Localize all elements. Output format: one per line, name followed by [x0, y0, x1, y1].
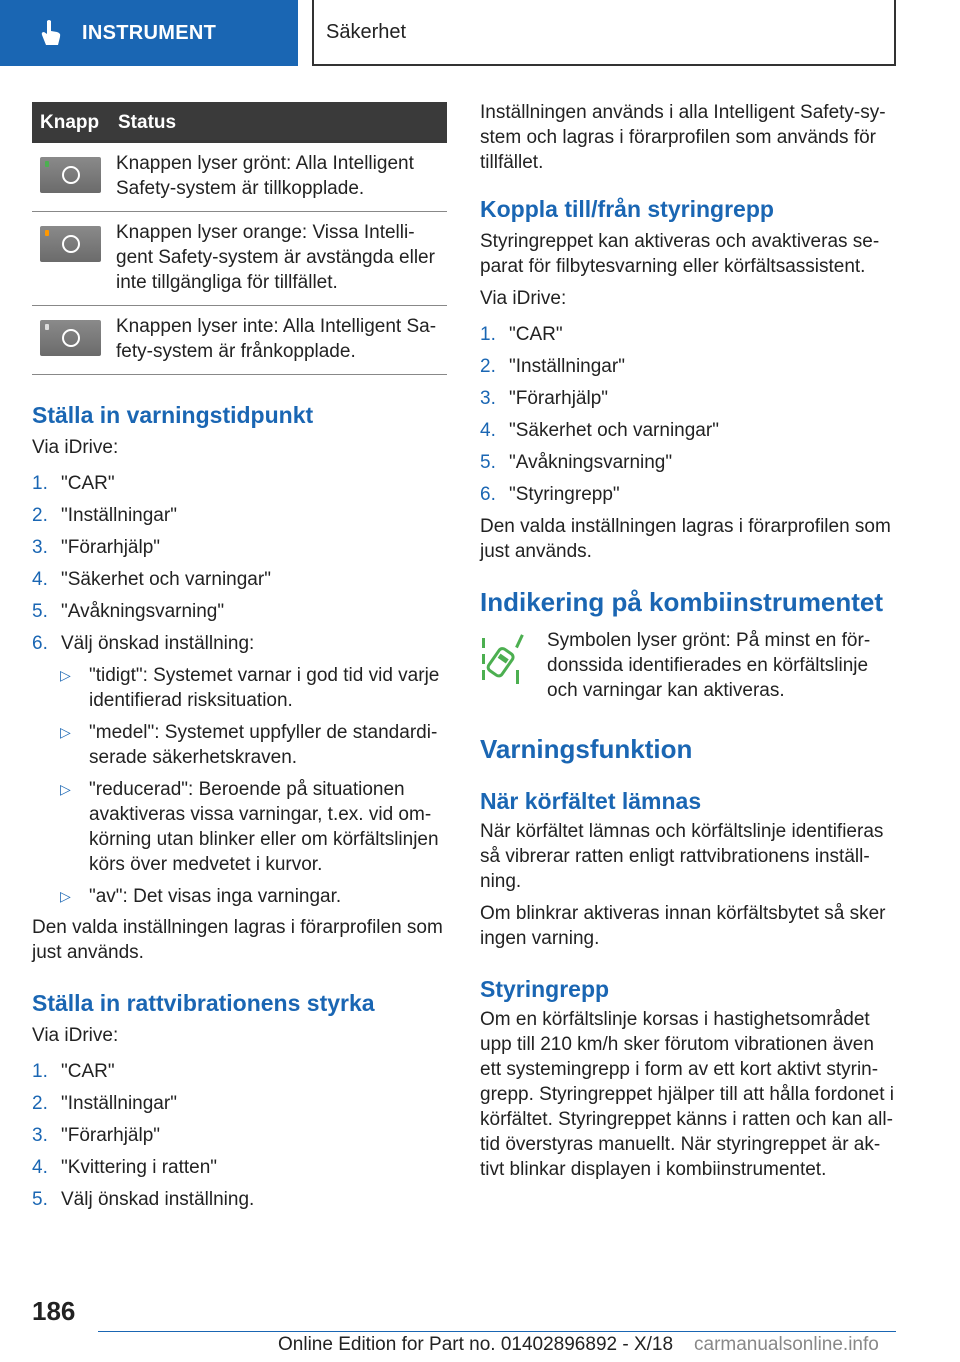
table-cell-status: Knappen lyser orange: Vissa Intelligent Safety-system är avstängda eller inte tillgängliga för tillfället.	[110, 212, 447, 306]
body-text: Den valda inställningen lagras i förarprofilen som just används.	[480, 516, 891, 562]
list-item: 3. "Förarhjälp"	[32, 1125, 161, 1146]
list-item: 6. Välj önskad inställning:	[32, 633, 255, 654]
footer-edition: Online Edition for Part no. 01402896892 - X/18	[278, 1334, 674, 1355]
list-item: ▷ "tidigt": Systemet varnar i god tid vid varje identifierad risksituation.	[32, 663, 447, 713]
steps-list	[32, 1059, 447, 1212]
list-item: 5. Välj önskad inställning.	[32, 1189, 255, 1210]
section-heading-indication: Indikering på kombiinstrumentet	[480, 587, 884, 617]
subsection-heading-steering: Styringrepp	[480, 976, 610, 1002]
status-table	[32, 102, 447, 375]
header-category: INSTRUMENT	[82, 21, 217, 44]
section-heading-vibration: Ställa in rattvibrationens styrka	[32, 990, 375, 1016]
list-item: 2. "Inställningar"	[32, 505, 177, 526]
triangle-bullet-icon: ▷	[60, 888, 71, 904]
via-idrive: Via iDrive:	[32, 1025, 119, 1046]
list-item: 5. "Avåkningsvarning"	[32, 601, 225, 622]
footer-divider	[98, 1331, 896, 1332]
list-item: 1. "CAR"	[32, 1061, 115, 1082]
steps-list	[480, 322, 896, 507]
section-heading-warning-function: Varningsfunktion	[480, 734, 693, 764]
list-item: 3. "Förarhjälp"	[32, 537, 161, 558]
steps-list	[32, 471, 447, 656]
triangle-bullet-icon: ▷	[60, 781, 71, 797]
via-idrive: Via iDrive:	[32, 437, 119, 458]
safety-button-icon	[40, 157, 101, 193]
page-number: 186	[32, 1296, 76, 1326]
body-text: Om en körfältslinje korsas i hastighetsområdet upp till 210 km/h sker förutom vibrationen även ett systemingrepp i form av ett kort aktivt styringrepp. Styringreppet hjälper till att hålla fordonet i körfältet. Styringreppet känns i ratten och kan alltid överstyras manuellt. När styringreppet är aktivt blinkar displayen i kombiinstrumentet.	[480, 1009, 895, 1180]
footer-watermark: carmanualsonline.info	[694, 1334, 879, 1355]
table-cell-status: Knappen lyser grönt: Alla Intelligent Safety-system är tillkopplade.	[110, 143, 447, 212]
list-item: 2. "Inställningar"	[32, 1093, 177, 1114]
list-item: 3. "Förarhjälp"	[480, 388, 609, 409]
list-item: 6. "Styringrepp"	[480, 484, 620, 505]
table-row	[32, 143, 447, 212]
table-row	[32, 212, 447, 306]
header-section-box	[312, 0, 896, 66]
safety-button-icon	[40, 320, 101, 356]
indicator-row	[480, 628, 896, 703]
section-heading-warning-time: Ställa in varningstidpunkt	[32, 402, 314, 428]
list-item: ▷ "medel": Systemet uppfyller de standardiserade säkerhetskraven.	[32, 720, 447, 770]
body-text: Den valda inställningen lagras i förarprofilen som just används.	[32, 917, 443, 963]
table-header-status: Status	[110, 102, 447, 143]
table-row	[32, 306, 447, 375]
table-cell-status: Knappen lyser inte: Alla Intelligent Safety-system är frånkopplade.	[110, 306, 447, 375]
list-item: ▷ "reducerad": Beroende på situationen avaktiveras vissa varningar, t.ex. vid omkörning utan blinker eller om körfältslinjen körs över medvetet i kurvor.	[32, 777, 447, 877]
pointing-hand-icon	[40, 19, 62, 47]
safety-button-icon	[40, 226, 101, 262]
list-item: 1. "CAR"	[480, 324, 563, 345]
list-item: ▷ "av": Det visas inga varningar.	[32, 884, 447, 909]
right-column	[480, 100, 896, 1182]
body-text: När körfältet lämnas och körfältslinje identifieras så vibrerar ratten enligt rattvibrationens inställning.	[480, 821, 884, 892]
left-column	[32, 102, 447, 1212]
list-item: 5. "Avåkningsvarning"	[480, 452, 673, 473]
list-item: 4. "Säkerhet och varningar"	[480, 420, 719, 441]
section-heading-steering: Koppla till/från styringrepp	[480, 196, 774, 222]
triangle-bullet-icon: ▷	[60, 667, 71, 683]
subsection-heading-lane-leave: När körfältet lämnas	[480, 788, 702, 814]
lane-assist-icon	[480, 632, 524, 688]
options-list	[32, 663, 447, 909]
list-item: 2. "Inställningar"	[480, 356, 625, 377]
list-item: 1. "CAR"	[32, 473, 115, 494]
header-section-title: Säkerhet	[326, 20, 407, 43]
body-text: Styringreppet kan aktiveras och avaktiveras separat för filbytesvarning eller körfältsassistent.	[480, 231, 880, 277]
body-text: Symbolen lyser grönt: På minst en fördonssida identifierades en körfältslinje och varningar kan aktiveras.	[547, 630, 871, 701]
list-item: 4. "Kvittering i ratten"	[32, 1157, 218, 1178]
list-item: 4. "Säkerhet och varningar"	[32, 569, 271, 590]
body-text: Om blinkrar aktiveras innan körfältsbytet så sker ingen varning.	[480, 903, 886, 949]
triangle-bullet-icon: ▷	[60, 724, 71, 740]
via-idrive: Via iDrive:	[480, 288, 567, 309]
table-header-button: Knapp	[32, 102, 110, 143]
header-category-tab	[0, 0, 298, 66]
body-text: Inställningen används i alla Intelligent Safety-system och lagras i förarprofilen som används för tillfället.	[480, 102, 886, 173]
